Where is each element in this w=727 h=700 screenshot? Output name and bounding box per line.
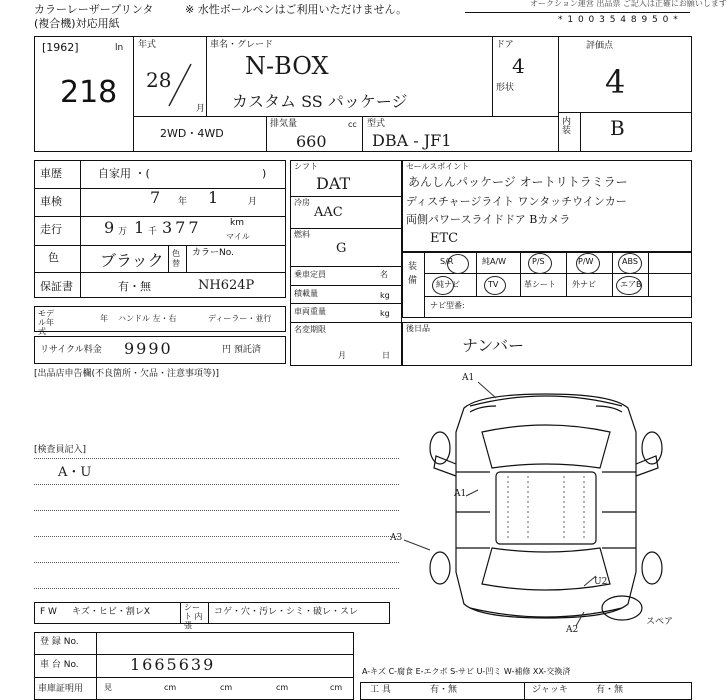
- after-value: ナンバー: [462, 336, 525, 355]
- cert-cell-5: cm: [330, 683, 343, 692]
- displacement-divider: [266, 116, 267, 152]
- equip-navi-circle: [432, 276, 454, 295]
- door-value: 4: [512, 54, 525, 78]
- warranty-label: 保証書: [40, 280, 73, 293]
- history-rule-2: [34, 216, 286, 217]
- header-notice: ※ 水性ボールペンはご利用いただけません。: [185, 3, 408, 16]
- tools-jack-row: [360, 682, 692, 700]
- mileage-man: 9: [104, 218, 115, 237]
- name-value: N-BOX: [245, 52, 329, 80]
- model-value: DBA - JF1: [372, 131, 452, 150]
- lot-divider: [133, 36, 134, 152]
- diagram-mark-a3: A3: [390, 533, 403, 543]
- lot-suffix: ln: [115, 43, 124, 53]
- inspection-year-unit: 年: [178, 197, 188, 207]
- bottom-rule-2: [34, 677, 354, 678]
- cert-label: 車庫証明用: [38, 684, 84, 694]
- weight-label: 車両重量: [294, 307, 326, 316]
- equip-airbag: エアB: [620, 280, 642, 289]
- name-grade-label: 車名・グレード: [210, 40, 274, 50]
- equip-leather: 革シート: [524, 280, 556, 289]
- jack-label: ジャッキ: [532, 685, 568, 695]
- fuel-label: 燃料: [294, 230, 310, 239]
- equip-sr-circle: [447, 254, 469, 274]
- history-rule-1: [34, 188, 286, 189]
- interior-value: B: [610, 116, 625, 140]
- diagram-mark-a1-top: A1: [462, 373, 475, 383]
- center-rule-3: [290, 266, 402, 267]
- score-label: 評価点: [586, 41, 614, 51]
- sales-line-2: ディスチャージライト ワンタッチウインカー: [406, 195, 627, 208]
- legend-fw-items: キズ・ヒビ・割レX: [72, 607, 150, 617]
- interior-label: 内装: [562, 117, 572, 136]
- inspection-label: 車検: [40, 195, 62, 208]
- door-divider: [558, 36, 559, 152]
- mileage-sen: 1: [134, 218, 145, 237]
- history-value: 自家用 ・(: [98, 167, 150, 180]
- warranty-value: 有・無: [118, 280, 151, 293]
- mileage-man-unit: 万: [118, 227, 128, 237]
- equipment-rule-2: [424, 296, 692, 297]
- equip-col-5: [648, 252, 649, 296]
- legend-seat-items: コゲ・穴・汚レ・シミ・破レ・スレ: [214, 607, 359, 617]
- model-year-unit: 年: [100, 314, 108, 323]
- center-rule-1: [290, 196, 402, 197]
- legend-divider-1: [180, 602, 181, 624]
- inspector-rule-3: [34, 510, 399, 511]
- displacement-label: 排気量: [270, 119, 298, 129]
- cert-cell-3: cm: [220, 683, 233, 692]
- after-items-box: [402, 322, 692, 366]
- cert-cell-1: 見: [104, 683, 112, 692]
- mileage-unit-mile: マイル: [226, 232, 250, 241]
- inspector-label: [検査員記入]: [34, 445, 87, 455]
- grade-value: カスタム SS パッケージ: [232, 92, 408, 111]
- history-label: 車歴: [40, 167, 62, 180]
- year-label: 年式: [138, 40, 157, 50]
- inspector-rule-6: [34, 588, 399, 589]
- month-label: 月: [196, 104, 206, 114]
- damage-codes: A-キズ C-腐食 E-エクボ S-サビ U-凹ミ W-補修 XX-交換済: [362, 667, 571, 676]
- load-unit: kg: [380, 291, 390, 300]
- load-label: 積載量: [294, 289, 318, 298]
- color-change-label: 色替: [172, 249, 180, 268]
- recycle-value: 9990: [124, 339, 173, 358]
- equip-aw: 純A/W: [482, 257, 507, 266]
- recycle-unit: 円 預託済: [222, 345, 261, 355]
- history-label-col: [80, 160, 81, 298]
- color-change-divider: [168, 245, 169, 272]
- year-value: 28: [146, 68, 172, 92]
- diagram-mark-u2: U2: [594, 577, 608, 587]
- year-divider: [206, 36, 207, 116]
- dealer-label: ディーラー・並行: [208, 314, 272, 323]
- center-rule-5: [290, 303, 402, 304]
- renew-day-unit: 日: [382, 351, 390, 360]
- inspection-year: 7: [150, 188, 161, 207]
- mileage-label: 走行: [40, 223, 62, 236]
- score-divider: [558, 112, 692, 113]
- color-label: 色: [48, 251, 59, 264]
- lot-number: 218: [60, 75, 118, 110]
- cert-cell-2: cm: [164, 683, 177, 692]
- equip-ext-navi: 外ナビ: [572, 280, 596, 289]
- sales-line-4: ETC: [430, 231, 459, 246]
- equipment-label: 装備: [408, 262, 418, 287]
- mileage-sen-unit: 千: [148, 227, 158, 237]
- header-small-text: オークション運営 出品票 ご記入は正確にお願いします: [530, 0, 727, 8]
- name-divider: [492, 36, 493, 116]
- renew-unit: 月: [338, 351, 346, 360]
- sales-line-1: あんしんパッケージ オートリトラミラー: [408, 175, 628, 189]
- equip-abs: ABS: [622, 257, 638, 266]
- reg-label: 登 録 No.: [40, 637, 79, 647]
- equipment-rule-1: [424, 273, 692, 274]
- tools-divider: [524, 682, 525, 700]
- inspector-rule-1: [34, 458, 399, 459]
- inspector-value: A・U: [58, 465, 92, 480]
- lot-code: [1962]: [42, 41, 79, 54]
- equip-ps: P/S: [532, 257, 545, 266]
- equip-ps-circle: [528, 253, 552, 274]
- color-no-label: カラーNo.: [192, 248, 234, 258]
- header-printer-line: カラーレーザープリンタ: [34, 3, 154, 16]
- equip-col-3: [566, 252, 567, 296]
- drive-label: 2WD・4WD: [160, 127, 224, 140]
- spare-label: スペア: [646, 617, 674, 627]
- equip-col-1: [476, 252, 477, 296]
- ac-value: AAC: [314, 205, 343, 220]
- equip-tv: TV: [488, 280, 499, 289]
- weight-unit: kg: [380, 309, 390, 318]
- tools-label: 工 具: [370, 685, 391, 695]
- equip-pw: P/W: [578, 257, 594, 266]
- displacement-unit: cc: [348, 120, 357, 129]
- equip-pw-circle: [576, 253, 600, 274]
- inspection-month-unit: 月: [248, 197, 258, 207]
- equip-tv-circle: [484, 276, 506, 295]
- shape-label: 形状: [496, 83, 515, 93]
- equip-sr: S/R: [440, 257, 454, 266]
- equip-airbag-circle: [616, 276, 642, 295]
- equip-col-2: [520, 252, 521, 296]
- sales-line-3: 両側パワースライドドア Bカメラ: [406, 213, 571, 226]
- displacement-value: 660: [296, 132, 327, 151]
- inspector-rule-2: [34, 484, 399, 485]
- inspector-rule-4: [34, 536, 399, 537]
- after-label: 後日品: [406, 324, 430, 333]
- equipment-label-col: [424, 252, 425, 318]
- history-close: ): [262, 167, 267, 180]
- equip-navi: 純ナビ: [436, 280, 460, 289]
- equip-abs-circle: [618, 253, 642, 274]
- renew-label: 名変期限: [294, 325, 326, 334]
- mileage-unit-km: km: [230, 218, 244, 228]
- legend-seat-label: シート 内張: [184, 603, 203, 630]
- color-value: ブラック: [100, 251, 164, 270]
- ac-label: 冷房: [294, 198, 310, 207]
- inspection-month: 1: [208, 188, 219, 207]
- model-divider: [362, 116, 363, 152]
- report-label: [出品店申告欄(不良箇所・欠品・注意事項等)]: [34, 369, 220, 379]
- jack-value: 有・無: [596, 685, 624, 695]
- legend-divider-2: [208, 602, 209, 624]
- model-year-label: モデル年式: [38, 309, 54, 337]
- header-rule: [465, 12, 690, 13]
- chassis-label: 車 台 No.: [40, 660, 79, 670]
- center-rule-6: [290, 322, 402, 323]
- equip-col-4: [612, 252, 613, 296]
- legend-fw: F W: [40, 607, 57, 617]
- diagram-mark-a2: A2: [566, 625, 579, 635]
- barcode-number: * 1 0 0 3 5 4 8 9 5 0 *: [558, 15, 679, 25]
- capacity-unit: 名: [380, 270, 388, 279]
- navi-model-label: ナビ型番:: [430, 301, 465, 310]
- score-value: 4: [605, 63, 626, 101]
- history-rule-3: [34, 245, 286, 246]
- door-label: ドア: [496, 40, 514, 50]
- shift-label: シフト: [294, 162, 318, 171]
- model-label: 型式: [367, 119, 386, 129]
- center-rule-2: [290, 228, 402, 229]
- interior-divider: [580, 112, 581, 152]
- diagram-mark-a1-side: A1: [454, 489, 467, 499]
- mileage-rest: 377: [162, 218, 202, 237]
- shift-value: DAT: [316, 174, 351, 193]
- center-rule-4: [290, 285, 402, 286]
- sales-label: セールスポイント: [406, 162, 470, 171]
- year-slash-icon: [165, 60, 195, 110]
- car-damage-diagram: [400, 372, 692, 640]
- cert-cell-4: cm: [276, 683, 289, 692]
- inspector-rule-5: [34, 562, 399, 563]
- capacity-label: 乗車定員: [294, 270, 326, 279]
- header-paper-line: (複合機)対応用紙: [34, 17, 120, 30]
- history-rule-4: [34, 272, 286, 273]
- handle-label: ハンドル 左・右: [118, 314, 177, 323]
- bottom-label-col: [96, 632, 97, 700]
- chassis-value: 1665639: [130, 655, 216, 674]
- color-no-value: NH624P: [198, 278, 255, 293]
- recycle-label: リサイクル料金: [40, 345, 102, 355]
- drive-row-rule: [133, 116, 558, 117]
- tools-value: 有・無: [430, 685, 458, 695]
- fuel-value: G: [336, 241, 347, 256]
- color-no-divider: [186, 245, 187, 272]
